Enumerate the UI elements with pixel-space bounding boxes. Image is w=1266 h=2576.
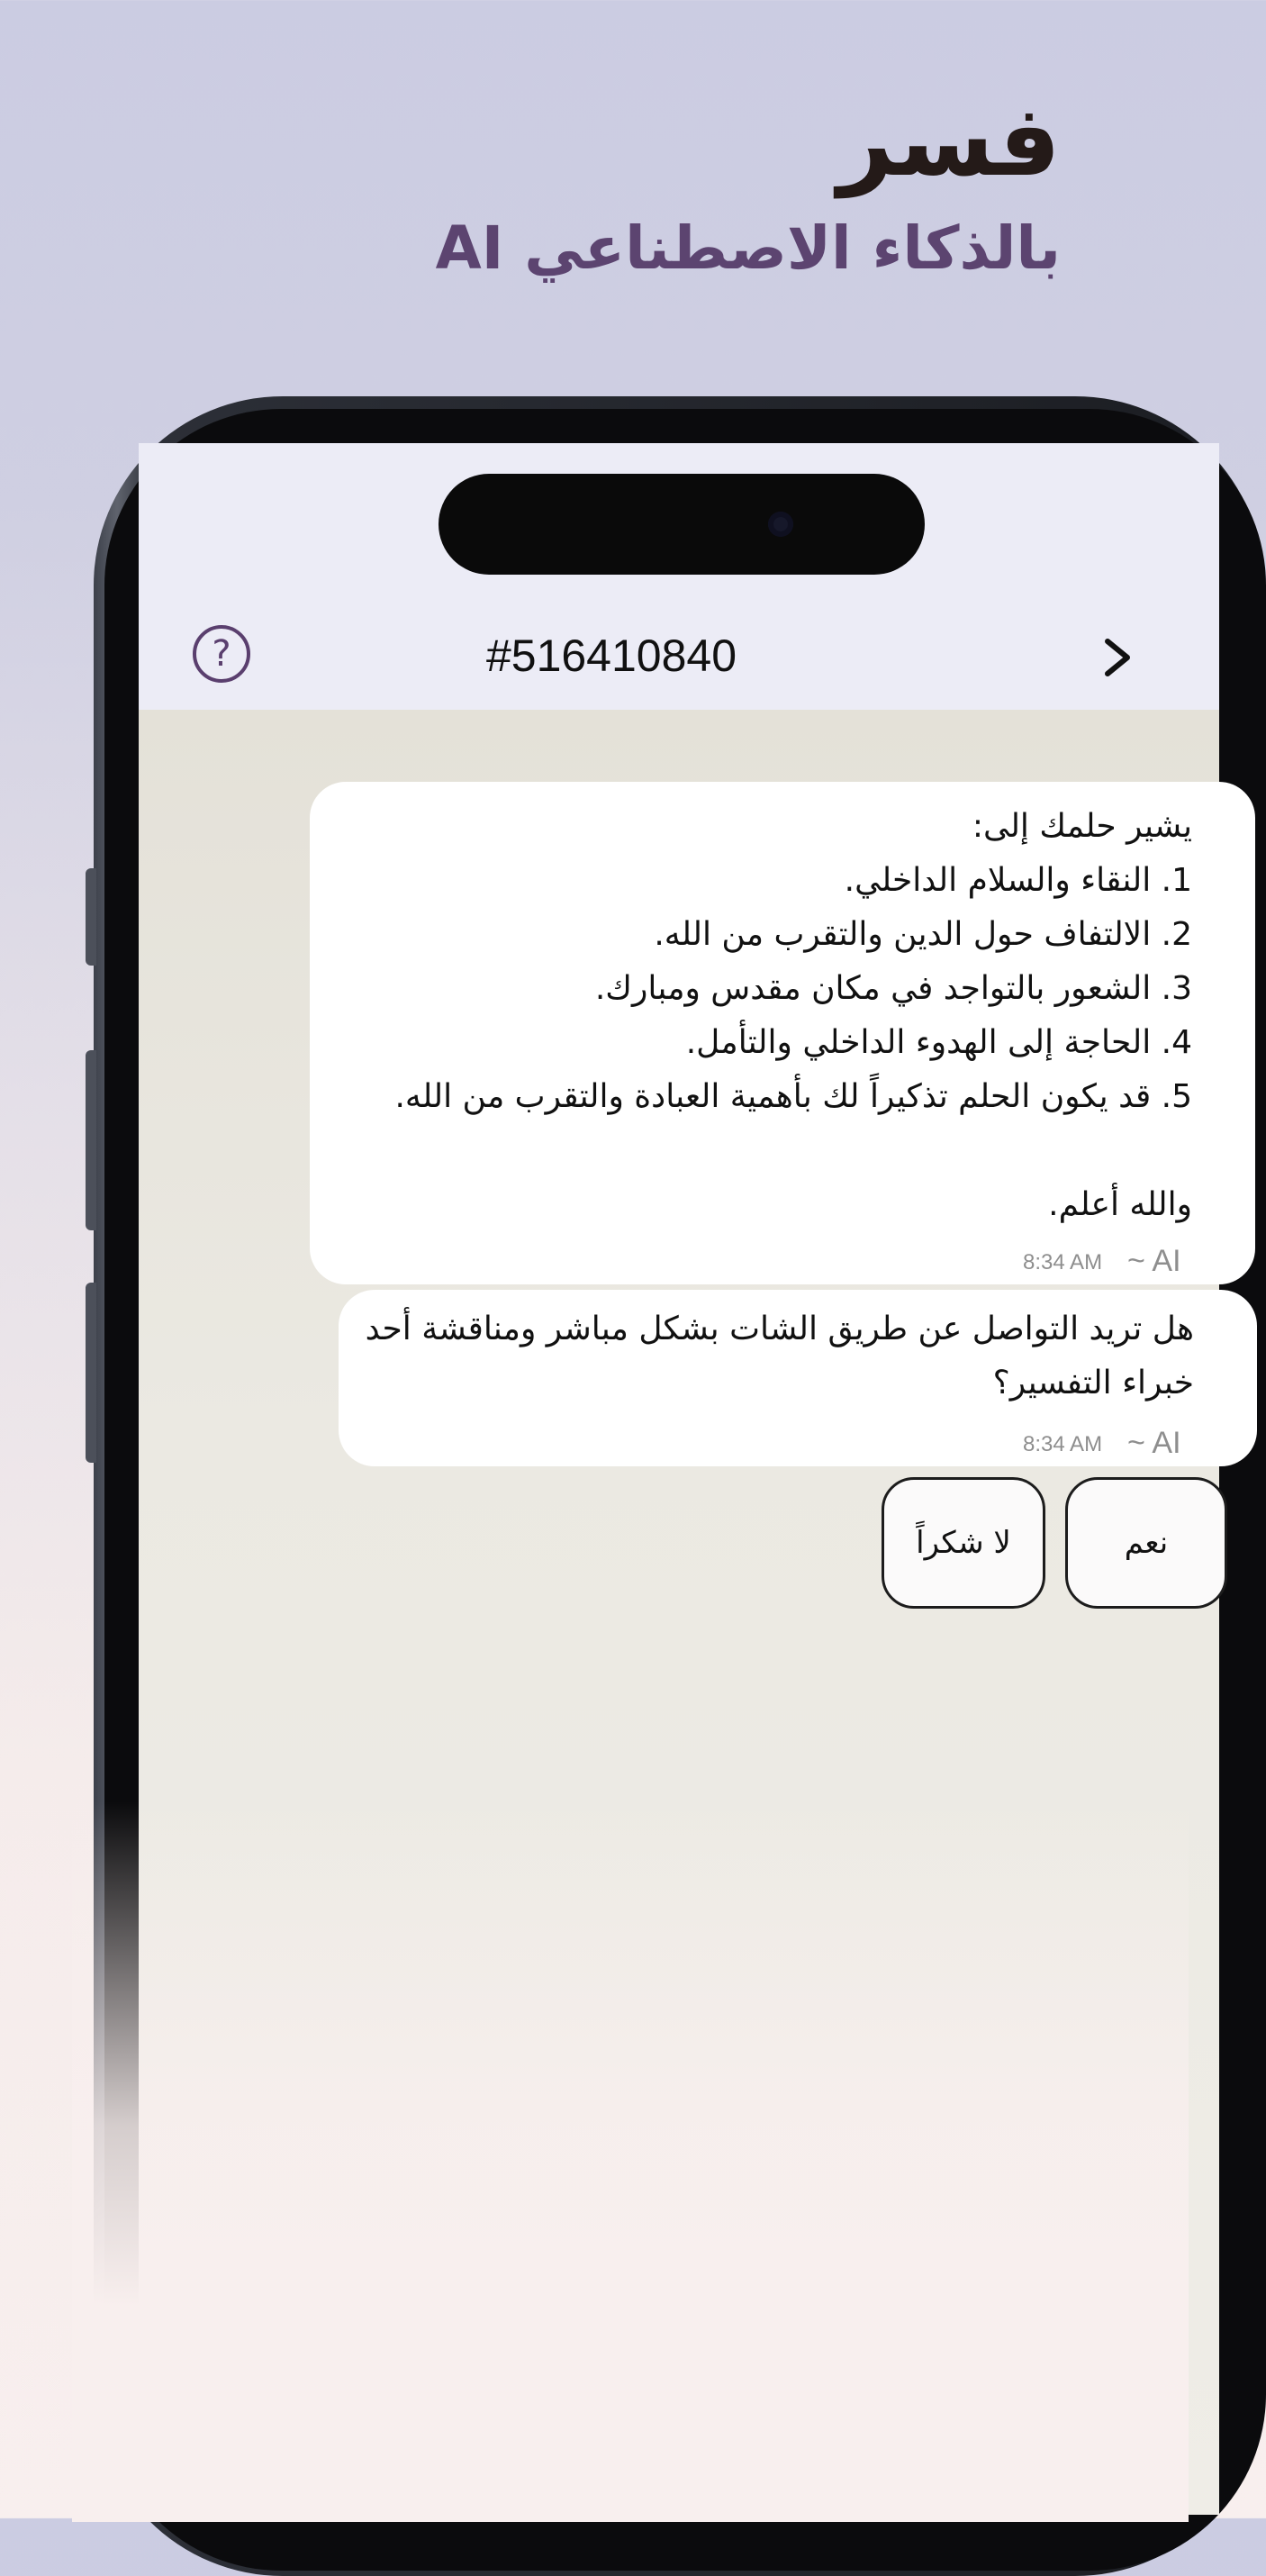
message-bubble (339, 1290, 1257, 1466)
yes-button[interactable]: نعم (1065, 1477, 1227, 1609)
chevron-right-icon[interactable] (1093, 632, 1144, 683)
message-time: 8:34 AM (1023, 1250, 1103, 1274)
phone-volume-down-button (86, 1283, 96, 1463)
dynamic-island (439, 474, 925, 575)
phone-volume-up-button (86, 1050, 96, 1230)
question-circle-icon[interactable]: ? (193, 625, 250, 683)
chat-title: #516410840 (485, 630, 737, 681)
message-meta (339, 1421, 1257, 1460)
chat-navbar (139, 605, 1219, 712)
message-text: هل تريد التواصل عن طريق الشات بشكل مباشر ومناقشة أحد خبراء التفسير؟ (365, 1311, 1194, 1401)
marketing-headline (436, 79, 1061, 292)
phone-screen (139, 443, 1219, 2515)
front-camera-icon (768, 512, 793, 537)
phone-action-button (86, 868, 96, 966)
message-meta (310, 1239, 1255, 1278)
message-text: يشير حلمك إلى: 1. النقاء والسلام الداخلي. 2. الالتفاف حول الدين والتقرب من الله. 3. الشعور بالتواجد في مكان مقدس ومبارك. 4. الحاجة إلى الهدوء الداخلي والتأمل. 5. قد يكون الحلم تذكيراً لك بأهمية العبادة والتقرب من الله. والله أعلم. (394, 808, 1192, 1223)
message-sender: ~ AI (1127, 1426, 1181, 1460)
headline-subtitle: بالذكاء الاصطناعي AI (435, 213, 1061, 283)
message-time: 8:34 AM (1023, 1432, 1103, 1456)
no-thanks-button[interactable]: لا شكراً (882, 1477, 1045, 1609)
message-bubble (310, 782, 1255, 1284)
headline-title: فسر (837, 86, 1061, 198)
message-sender: ~ AI (1127, 1244, 1181, 1278)
chat-messages-area[interactable] (139, 710, 1219, 2515)
